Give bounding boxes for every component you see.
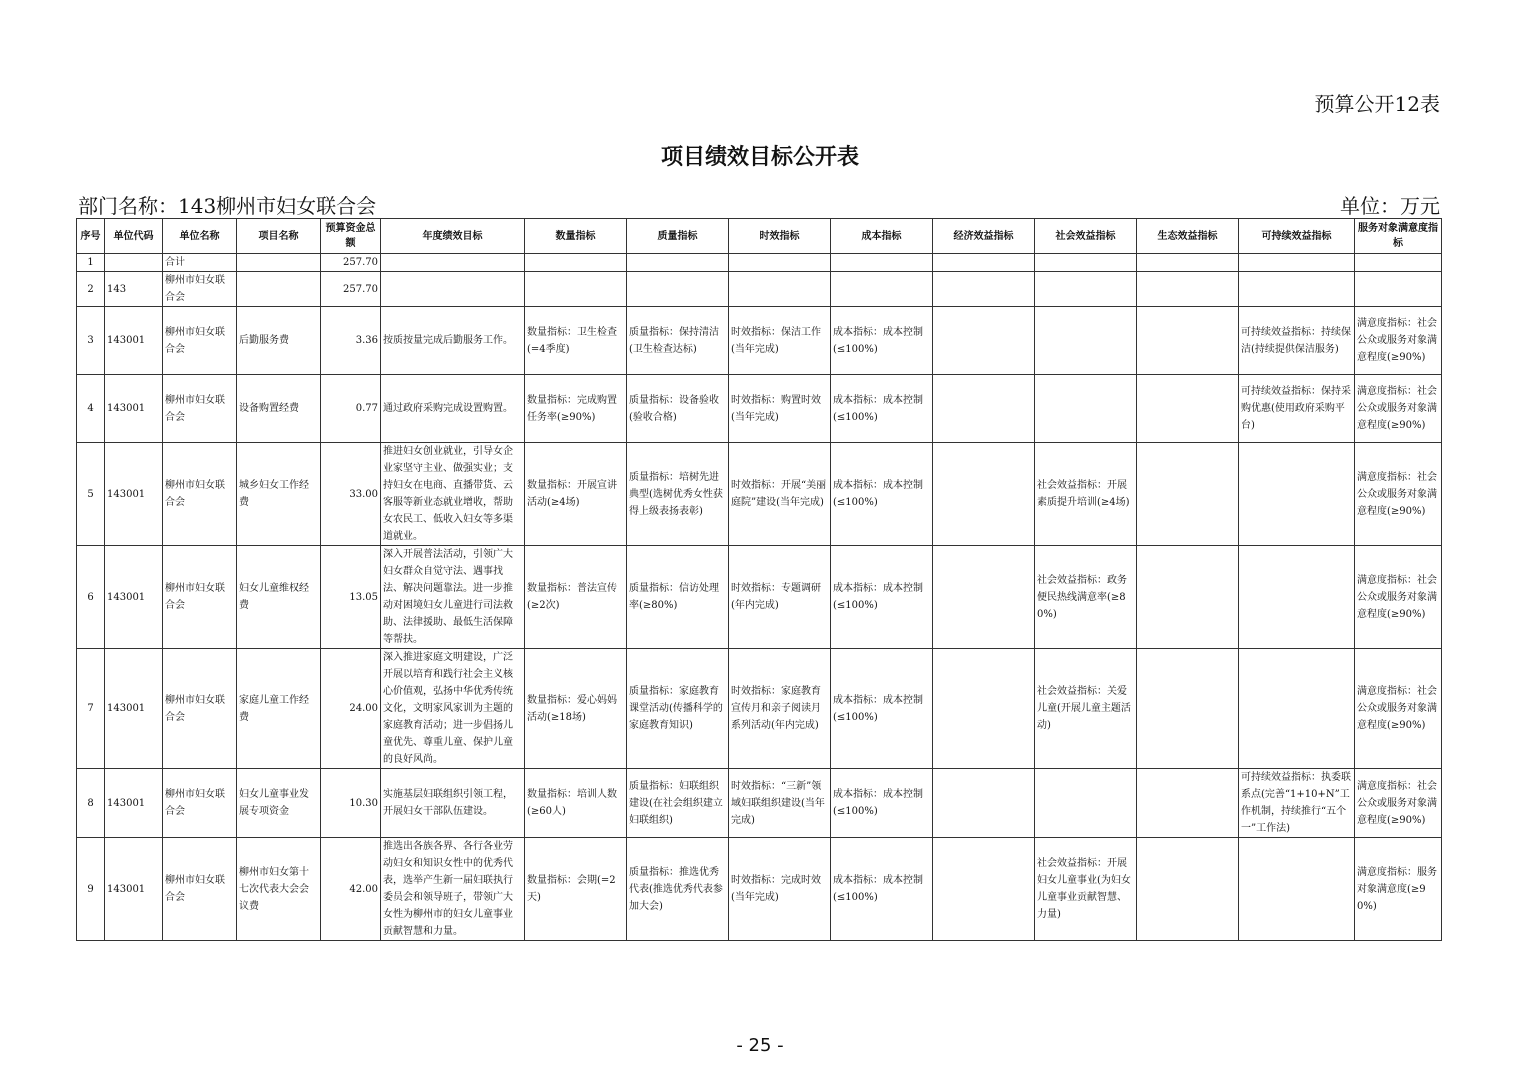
table-cell: 妇女儿童维权经费 [237,546,321,649]
table-cell [1137,546,1239,649]
table-cell: 2 [77,272,105,307]
column-header: 单位代码 [105,219,163,254]
table-cell [933,375,1035,443]
table-cell: 满意度指标：社会公众或服务对象满意程度(≥90%) [1355,546,1442,649]
table-cell: 家庭儿童工作经费 [237,649,321,769]
table-cell: 时效指标：保洁工作(当年完成) [729,307,831,375]
table-cell: 数量指标：完成购置任务率(≥90%) [525,375,627,443]
table-row [77,649,1442,769]
table-cell: 9 [77,838,105,941]
table-cell [237,272,321,307]
table-cell: 满意度指标：社会公众或服务对象满意程度(≥90%) [1355,375,1442,443]
table-cell: 3 [77,307,105,375]
table-cell: 143001 [105,838,163,941]
table-cell: 妇女儿童事业发展专项资金 [237,769,321,838]
table-cell [729,254,831,272]
table-cell: 深入推进家庭文明建设，广泛开展以培育和践行社会主义核心价值观，弘扬中华优秀传统文化，文明家风家训为主题的家庭教育活动；进一步倡扬儿童优先、尊重儿童、保护儿童的良好风尚。 [381,649,525,769]
table-cell: 满意度指标：社会公众或服务对象满意程度(≥90%) [1355,443,1442,546]
table-cell: 可持续效益指标：保持采购优惠(使用政府采购平台) [1239,375,1355,443]
table-cell: 推进妇女创业就业，引导女企业家坚守主业、做强实业；支持妇女在电商、直播带货、云客服等新业态就业增收，帮助女农民工、低收入妇女等多渠道就业。 [381,443,525,546]
table-cell: 成本指标：成本控制(≤100%) [831,375,933,443]
table-cell [1355,254,1442,272]
table-cell: 数量指标：会期(=2天) [525,838,627,941]
table-cell [933,272,1035,307]
table-cell [525,254,627,272]
table-cell: 6 [77,546,105,649]
table-cell: 3.36 [321,307,381,375]
table-cell: 143001 [105,769,163,838]
table-cell: 质量指标：设备验收(验收合格) [627,375,729,443]
table-cell: 时效指标：完成时效(当年完成) [729,838,831,941]
table-cell: 0.77 [321,375,381,443]
table-cell [1035,307,1137,375]
table-cell [1137,307,1239,375]
table-cell: 满意度指标：服务对象满意度(≥90%) [1355,838,1442,941]
table-cell: 4 [77,375,105,443]
table-cell: 24.00 [321,649,381,769]
column-header: 单位名称 [163,219,237,254]
table-cell: 7 [77,649,105,769]
table-cell: 质量指标：推选优秀代表(推选优秀代表参加大会) [627,838,729,941]
table-row [77,769,1442,838]
page-number: - 25 - [736,1035,784,1056]
table-cell: 143001 [105,375,163,443]
table-cell: 143001 [105,649,163,769]
table-cell: 后勤服务费 [237,307,321,375]
table-cell [729,272,831,307]
table-cell [1137,254,1239,272]
table-cell: 143001 [105,546,163,649]
table-cell: 柳州市妇女联合会 [163,838,237,941]
table-cell [1137,769,1239,838]
table-row [77,838,1442,941]
table-cell: 社会效益指标：关爱儿童(开展儿童主题活动) [1035,649,1137,769]
table-cell: 质量指标：家庭教育课堂活动(传播科学的家庭教育知识) [627,649,729,769]
performance-table [76,218,1442,941]
table-cell: 成本指标：成本控制(≤100%) [831,307,933,375]
table-cell [933,443,1035,546]
table-cell: 143 [105,272,163,307]
table-cell: 满意度指标：社会公众或服务对象满意程度(≥90%) [1355,769,1442,838]
table-cell [933,838,1035,941]
table-cell: 可持续效益指标：执委联系点(完善“1+10+N”工作机制，持续推行“五个一”工作法) [1239,769,1355,838]
table-cell [831,254,933,272]
table-cell: 数量指标：培训人数(≥60人) [525,769,627,838]
table-cell [933,307,1035,375]
table-cell [1035,272,1137,307]
table-cell: 社会效益指标：开展妇女儿童事业(为妇女儿童事业贡献智慧、力量) [1035,838,1137,941]
table-cell [1035,375,1137,443]
table-cell: 柳州市妇女联合会 [163,307,237,375]
table-cell [1239,272,1355,307]
table-cell: 质量指标：信访处理率(≥80%) [627,546,729,649]
table-number-label: 预算公开12表 [1314,92,1440,116]
column-header: 时效指标 [729,219,831,254]
table-cell: 143001 [105,307,163,375]
table-cell: 8 [77,769,105,838]
table-cell: 可持续效益指标：持续保洁(持续提供保洁服务) [1239,307,1355,375]
table-cell: 143001 [105,443,163,546]
table-cell: 成本指标：成本控制(≤100%) [831,769,933,838]
table-cell: 柳州市妇女联合会 [163,443,237,546]
table-cell: 柳州市妇女联合会 [163,649,237,769]
table-cell: 1 [77,254,105,272]
table-cell [1137,443,1239,546]
page-title: 项目绩效目标公开表 [660,145,859,170]
table-row [77,375,1442,443]
column-header: 质量指标 [627,219,729,254]
column-header: 社会效益指标 [1035,219,1137,254]
table-cell: 深入开展普法活动，引领广大妇女群众自觉守法、遇事找法、解决问题靠法。进一步推动对困境妇女儿童进行司法救助、法律援助、最低生活保障等帮扶。 [381,546,525,649]
table-cell: 满意度指标：社会公众或服务对象满意程度(≥90%) [1355,649,1442,769]
table-cell [627,254,729,272]
table-cell [237,254,321,272]
table-cell: 推选出各族各界、各行各业劳动妇女和知识女性中的优秀代表，选举产生新一届妇联执行委员会和领导班子，带领广大女性为柳州市的妇女儿童事业贡献智慧和力量。 [381,838,525,941]
table-cell: 时效指标：开展“美丽庭院”建设(当年完成) [729,443,831,546]
table-cell [933,769,1035,838]
table-row [77,307,1442,375]
table-cell: 满意度指标：社会公众或服务对象满意程度(≥90%) [1355,307,1442,375]
table-cell: 数量指标：开展宣讲活动(≥4场) [525,443,627,546]
table-cell [1035,254,1137,272]
table-cell [1137,649,1239,769]
table-cell: 实施基层妇联组织引领工程，开展妇女干部队伍建设。 [381,769,525,838]
table-cell: 数量指标：爱心妈妈活动(≥18场) [525,649,627,769]
table-cell: 柳州市妇女第十七次代表大会会议费 [237,838,321,941]
table-cell [381,272,525,307]
table-cell: 成本指标：成本控制(≤100%) [831,838,933,941]
table-cell: 柳州市妇女联合会 [163,546,237,649]
table-cell [1035,769,1137,838]
column-header: 序号 [77,219,105,254]
column-header: 年度绩效目标 [381,219,525,254]
table-cell [105,254,163,272]
table-cell: 成本指标：成本控制(≤100%) [831,443,933,546]
table-row [77,272,1442,307]
table-cell [1137,272,1239,307]
unit-label: 单位：万元 [1340,194,1440,218]
table-cell [933,649,1035,769]
table-cell: 数量指标：卫生检查(=4季度) [525,307,627,375]
table-cell [933,254,1035,272]
table-header-row [77,219,1442,254]
table-cell: 城乡妇女工作经费 [237,443,321,546]
table-cell: 13.05 [321,546,381,649]
table-cell [933,546,1035,649]
table-cell: 成本指标：成本控制(≤100%) [831,546,933,649]
table-cell: 柳州市妇女联合会 [163,375,237,443]
table-cell: 257.70 [321,254,381,272]
table-cell: 合计 [163,254,237,272]
table-cell: 柳州市妇女联合会 [163,272,237,307]
column-header: 数量指标 [525,219,627,254]
table-cell: 时效指标：“三新”领域妇联组织建设(当年完成) [729,769,831,838]
table-cell: 设备购置经费 [237,375,321,443]
table-cell: 5 [77,443,105,546]
table-cell: 时效指标：购置时效(当年完成) [729,375,831,443]
table-cell [627,272,729,307]
table-cell: 质量指标：培树先进典型(选树优秀女性获得上级表扬表彰) [627,443,729,546]
table-row [77,443,1442,546]
table-cell: 成本指标：成本控制(≤100%) [831,649,933,769]
table-cell: 质量指标：保持清洁(卫生检查达标) [627,307,729,375]
table-cell: 257.70 [321,272,381,307]
table-cell [381,254,525,272]
table-cell [1239,254,1355,272]
column-header: 服务对象满意度指标 [1355,219,1442,254]
table-cell: 柳州市妇女联合会 [163,769,237,838]
column-header: 可持续效益指标 [1239,219,1355,254]
table-cell: 42.00 [321,838,381,941]
column-header: 生态效益指标 [1137,219,1239,254]
table-cell [1239,546,1355,649]
table-cell [1355,272,1442,307]
table-row [77,254,1442,272]
table-cell [1137,375,1239,443]
table-cell [1239,443,1355,546]
column-header: 预算资金总额 [321,219,381,254]
table-cell: 时效指标：家庭教育宣传月和亲子阅读月系列活动(年内完成) [729,649,831,769]
table-cell: 10.30 [321,769,381,838]
table-cell [525,272,627,307]
table-row [77,546,1442,649]
table-cell [1239,838,1355,941]
column-header: 项目名称 [237,219,321,254]
table-cell: 通过政府采购完成设置购置。 [381,375,525,443]
table-cell [1137,838,1239,941]
table-cell: 33.00 [321,443,381,546]
department-name: 部门名称：143柳州市妇女联合会 [78,194,377,218]
column-header: 成本指标 [831,219,933,254]
table-cell: 按质按量完成后勤服务工作。 [381,307,525,375]
table-cell: 社会效益指标：开展素质提升培训(≥4场) [1035,443,1137,546]
table-cell [831,272,933,307]
table-cell: 社会效益指标：政务便民热线满意率(≥80%) [1035,546,1137,649]
table-cell [1239,649,1355,769]
table-cell: 数量指标：普法宣传(≥2次) [525,546,627,649]
table-cell: 时效指标：专题调研(年内完成) [729,546,831,649]
column-header: 经济效益指标 [933,219,1035,254]
table-cell: 质量指标：妇联组织建设(在社会组织建立妇联组织) [627,769,729,838]
